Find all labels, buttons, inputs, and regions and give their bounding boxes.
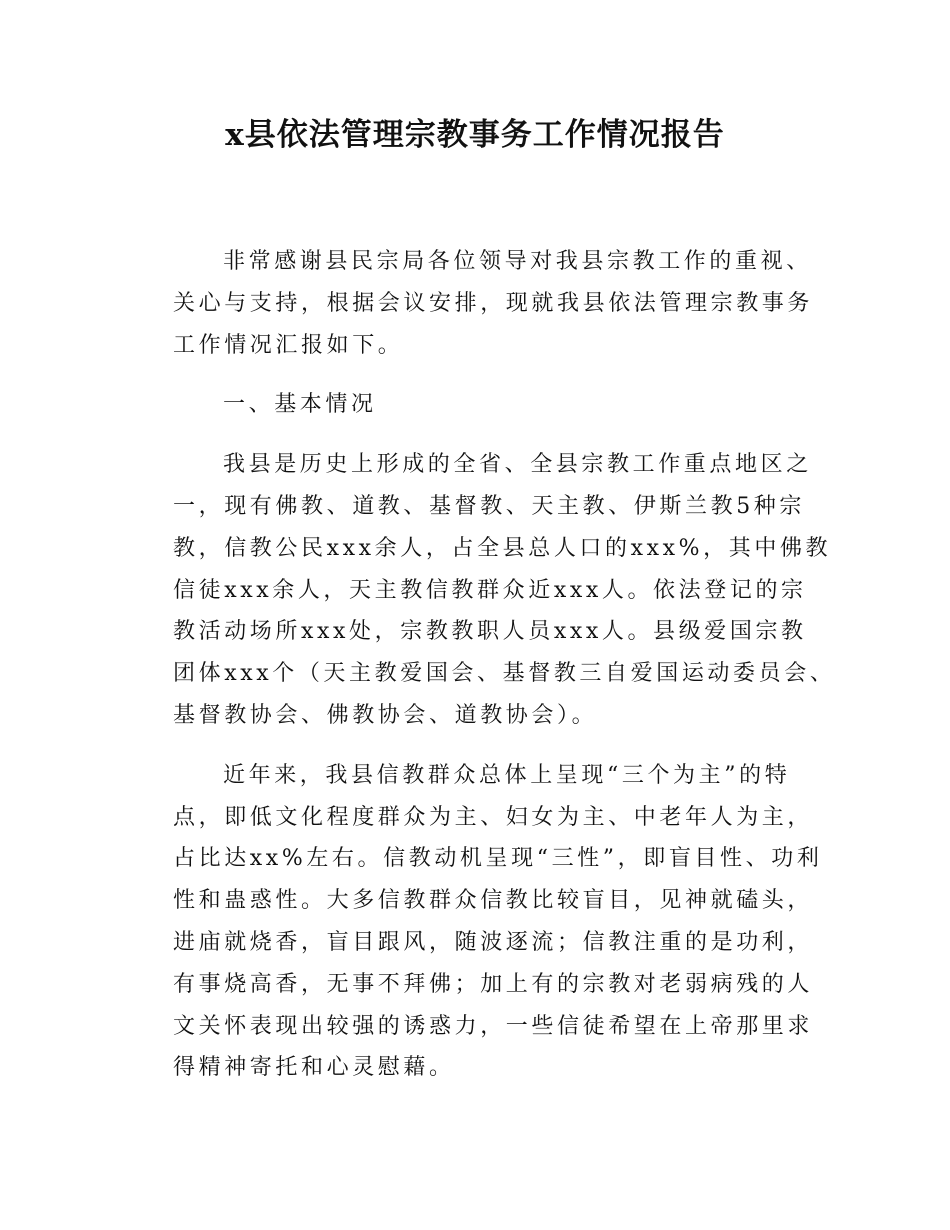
text-line: 关心与支持，根据会议安排，现就我县依法管理宗教事务 — [173, 290, 814, 316]
text-line: 团体xxx个（天主教爱国会、基督教三自爱国运动委员会、 — [173, 661, 836, 687]
text-line: 近年来，我县信教群众总体上呈现“三个为主”的特 — [223, 762, 791, 788]
text-line: 基督教协会、佛教协会、道教协会）。 — [173, 702, 598, 728]
text-line: 文关怀表现出较强的诱惑力，一些信徒希望在上帝那里求 — [173, 1013, 814, 1039]
text-line: 性和蛊惑性。大多信教群众信教比较盲目，见神就磕头， — [173, 888, 814, 914]
text-line: 教活动场所xxx处，宗教教职人员xxx人。县级爱国宗教 — [173, 619, 807, 645]
text-line: 进庙就烧香，盲目跟风，随波逐流；信教注重的是功利， — [173, 929, 814, 955]
text-line: 信徒xxx余人，天主教信教群众近xxx人。依法登记的宗 — [173, 577, 807, 603]
text-line: 占比达xx%左右。信教动机呈现“三性”，即盲目性、功利 — [173, 846, 823, 872]
text-line: 一、基本情况 — [223, 392, 377, 418]
text-line: 工作情况汇报如下。 — [173, 332, 404, 358]
text-line: 有事烧高香，无事不拜佛；加上有的宗教对老弱病残的人 — [173, 971, 814, 997]
text-line: 非常感谢县民宗局各位领导对我县宗教工作的重视、 — [223, 249, 812, 274]
document-title: x县依法管理宗教事务工作情况报告 — [225, 117, 725, 153]
paragraph — [173, 444, 836, 737]
text-line: 一，现有佛教、道教、基督教、天主教、伊斯兰教5种宗 — [173, 493, 805, 519]
text-line: 教，信教公民xxx余人，占全县总人口的xxx%，其中佛教 — [173, 535, 832, 561]
text-line: 点，即低文化程度群众为主、妇女为主、中老年人为主， — [173, 804, 814, 830]
text-line: 得精神寄托和心灵慰藉。 — [173, 1055, 455, 1081]
paragraph — [173, 241, 833, 366]
section-heading — [173, 384, 833, 426]
text-line: 我县是历史上形成的全省、全县宗教工作重点地区之 — [223, 452, 812, 478]
document-body — [173, 241, 836, 1107]
paragraph — [173, 755, 833, 1089]
